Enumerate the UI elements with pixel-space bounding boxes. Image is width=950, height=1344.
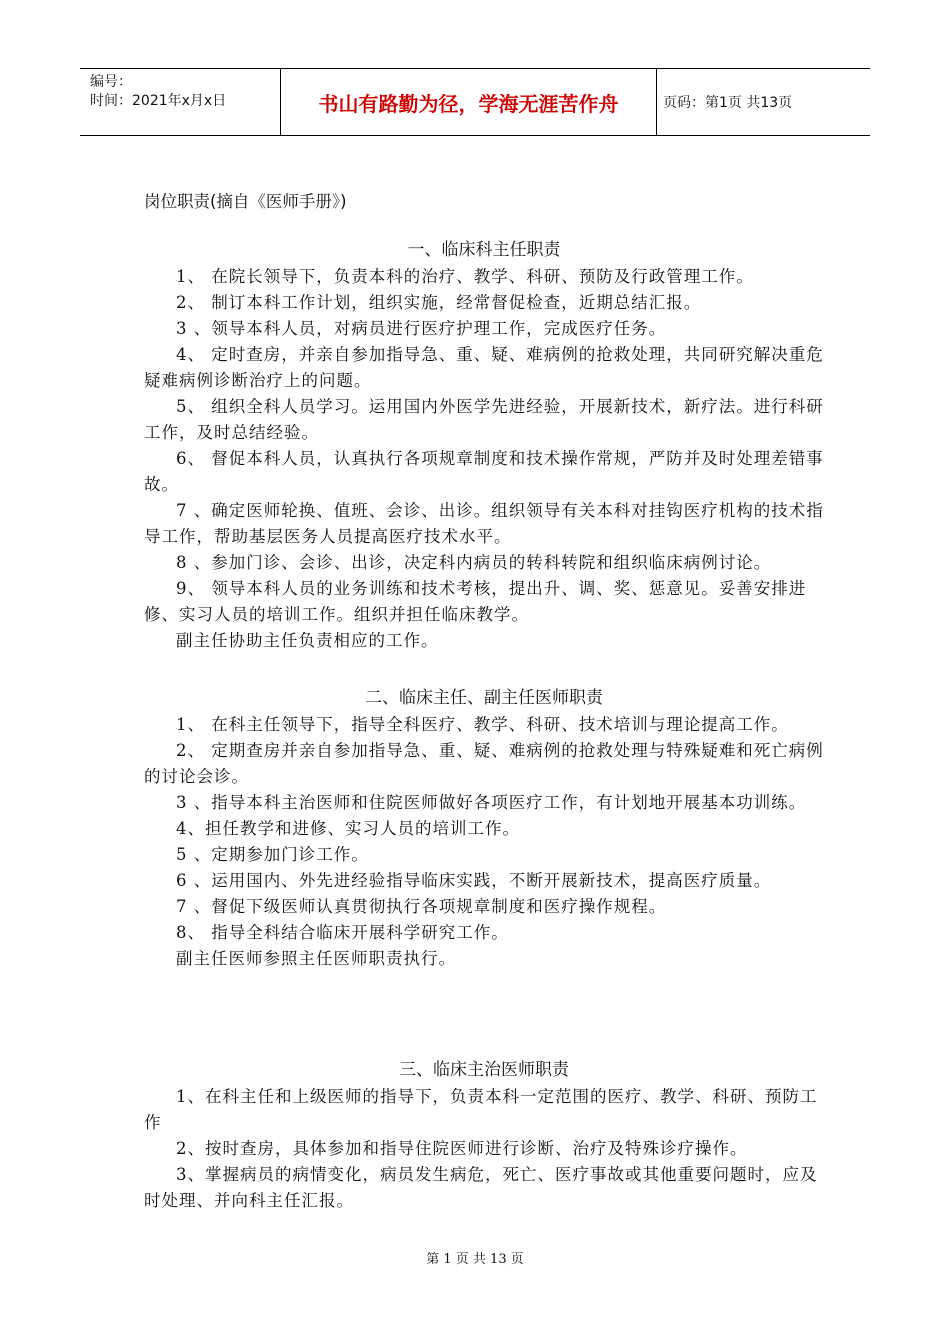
list-item: 3 、领导本科人员，对病员进行医疗护理工作，完成医疗任务。 [176, 319, 667, 338]
list-item: 2、 制订本科工作计划，组织实施，经常督促检查，近期总结汇报。 [176, 293, 702, 312]
page-footer: 第 1 页 共 13 页 [426, 1252, 524, 1267]
list-item: 1、 在院长领导下，负责本科的治疗、教学、科研、预防及行政管理工作。 [176, 267, 754, 286]
section-chief-physician [144, 684, 824, 972]
list-item: 副主任协助主任负责相应的工作。 [176, 631, 439, 650]
page-header [80, 68, 870, 136]
document-number-label: 编号： [90, 74, 132, 90]
list-item: 4、 定时查房，并亲自参加指导急、重、疑、难病例的抢救处理，共同研究解决重危疑难病例诊断治疗上的问题。 [144, 345, 824, 390]
list-item: 副主任医师参照主任医师职责执行。 [176, 949, 456, 968]
list-item: 4、担任教学和进修、实习人员的培训工作。 [176, 819, 520, 838]
section-title: 二、临床主任、副主任医师职责 [365, 688, 603, 708]
list-item: 7 、确定医师轮换、值班、会诊、出诊。组织领导有关本科对挂钩医疗机构的技术指导工作，帮助基层医务人员提高医疗技术水平。 [144, 501, 824, 546]
list-item: 7 、督促下级医师认真贯彻执行各项规章制度和医疗操作规程。 [176, 897, 667, 916]
list-item: 8 、参加门诊、会诊、出诊，决定科内病员的转科转院和组织临床病例讨论。 [176, 553, 772, 572]
document-date: 时间：2021年x月x日 [90, 93, 227, 109]
list-item: 1、在科主任和上级医师的指导下，负责本科一定范围的医疗、教学、科研、预防工作 [144, 1087, 818, 1132]
list-item: 3 、指导本科主治医师和住院医师做好各项医疗工作，有计划地开展基本功训练。 [176, 793, 807, 812]
list-item: 9、 领导本科人员的业务训练和技术考核，提出升、调、奖、惩意见。妥善安排进修、实习人员的培训工作。组织并担任临床教学。 [144, 579, 807, 624]
section-director [144, 236, 824, 654]
header-page-info: 页码：第1页 共13页 [663, 95, 793, 111]
list-item: 2、 定期查房并亲自参加指导急、重、疑、难病例的抢救处理与特殊疑难和死亡病例的讨论会诊。 [144, 741, 824, 786]
section-attending-physician [144, 1056, 824, 1214]
list-item: 6 、运用国内、外先进经验指导临床实践，不断开展新技术，提高医疗质量。 [176, 871, 772, 890]
list-item: 3、掌握病员的病情变化，病员发生病危，死亡、医疗事故或其他重要问题时，应及时处理、并向科主任汇报。 [144, 1165, 818, 1210]
list-item: 1、 在科主任领导下，指导全科医疗、教学、科研、技术培训与理论提高工作。 [176, 715, 789, 734]
list-item: 5、 组织全科人员学习。运用国内外医学先进经验，开展新技术，新疗法。进行科研工作，及时总结经验。 [144, 397, 824, 442]
list-item: 2、按时查房，具体参加和指导住院医师进行诊断、治疗及特殊诊疗操作。 [176, 1139, 748, 1158]
list-item: 8、 指导全科结合临床开展科学研究工作。 [176, 923, 509, 942]
section-title: 一、临床科主任职责 [407, 240, 561, 260]
document-intro: 岗位职责(摘自《医师手册》) [144, 192, 347, 211]
section-title: 三、临床主治医师职责 [399, 1060, 569, 1080]
header-meta [80, 69, 281, 135]
list-item: 5 、定期参加门诊工作。 [176, 845, 369, 864]
header-motto: 书山有路勤为径，学海无涯苦作舟 [281, 69, 657, 135]
list-item: 6、 督促本科人员，认真执行各项规章制度和技术操作常规，严防并及时处理差错事故。 [144, 449, 824, 494]
